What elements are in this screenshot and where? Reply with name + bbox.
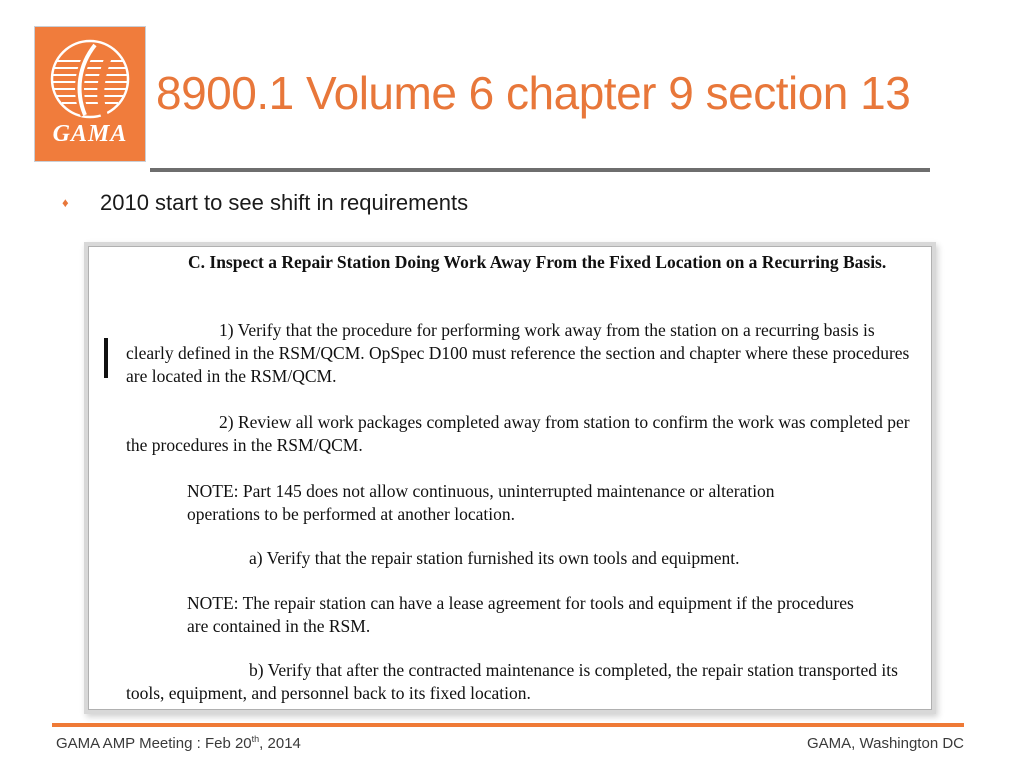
footer-meeting-prefix: GAMA AMP Meeting : Feb 20 [56, 735, 252, 752]
bullet-text: 2010 start to see shift in requirements [100, 190, 469, 215]
diamond-bullet-icon: ♦ [62, 194, 69, 210]
footer-divider [52, 723, 964, 727]
title-divider [150, 168, 930, 172]
change-bar [104, 338, 108, 378]
footer-meeting [56, 735, 301, 752]
document-item-a: a) Verify that the repair station furnished its own tools and equipment. [249, 548, 740, 568]
gama-logo [34, 26, 146, 162]
slide-title: 8900.1 Volume 6 chapter 9 section 13 [156, 67, 911, 119]
document-note-1: NOTE: Part 145 does not allow continuous, uninterrupted maintenance or alteration operations to be performed at another location. [187, 481, 775, 524]
footer-meeting-sup: th [251, 734, 260, 744]
document-excerpt [88, 246, 932, 710]
logo-text: GAMA [52, 121, 128, 147]
footer-location: GAMA, Washington DC [807, 735, 964, 752]
footer-meeting-suffix: , 2014 [259, 735, 301, 752]
bullet-item [62, 190, 468, 216]
document-item-2: 2) Review all work packages completed away from station to confirm the work was completed per the procedures in the RSM/QCM. [126, 412, 910, 455]
document-note-2: NOTE: The repair station can have a lease agreement for tools and equipment if the procedures are contained in the RSM. [187, 593, 854, 636]
document-heading: C. Inspect a Repair Station Doing Work Away From the Fixed Location on a Recurring Basis. [188, 252, 887, 272]
document-item-b: b) Verify that after the contracted maintenance is completed, the repair station transported its tools, equipment, and personnel back to its fixed location. [126, 660, 898, 703]
document-item-1: 1) Verify that the procedure for performing work away from the station on a recurring basis is clearly defined in the RSM/QCM. OpSpec D100 must reference the section and chapter where these procedures are located in the RSM/QCM. [126, 320, 910, 386]
